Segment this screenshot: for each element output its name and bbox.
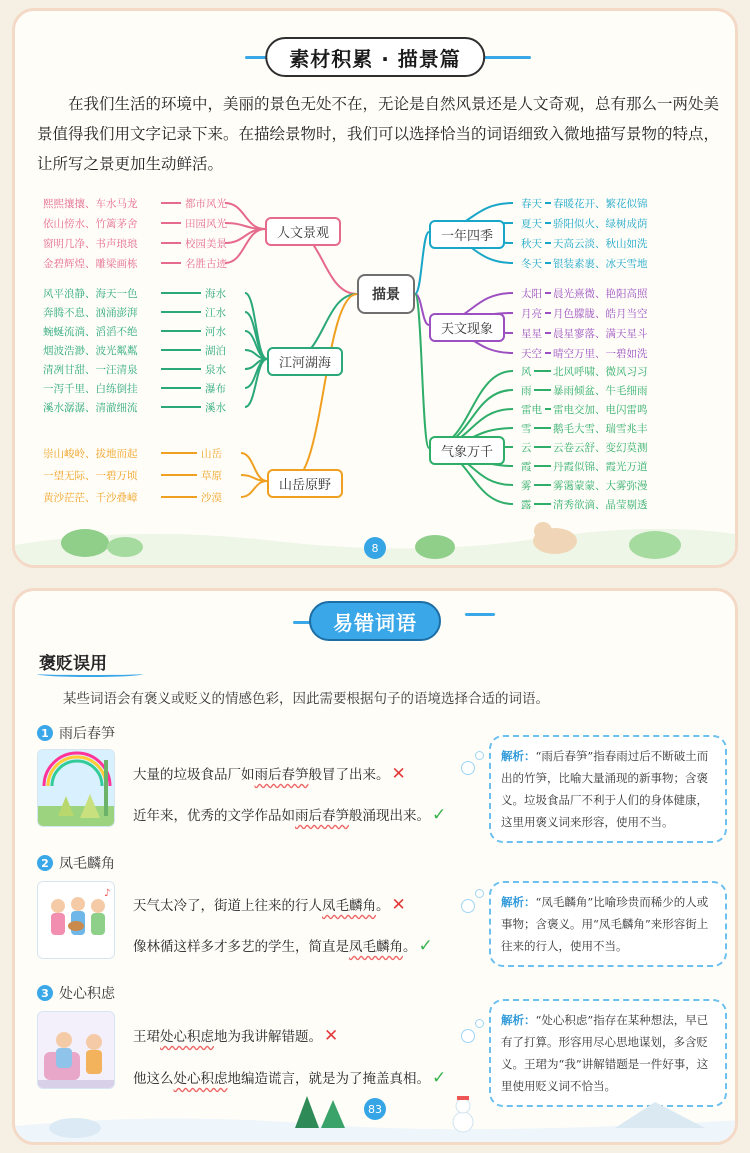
explanation-text: “凤毛麟角”比喻珍贵而稀少的人或事物；含褒义。用“凤毛麟角”来形容街上往来的行人，使用不当。 bbox=[501, 895, 709, 953]
mindmap-leaf-category: 河水 bbox=[205, 326, 226, 338]
mindmap-leaf-category: 霞 bbox=[521, 461, 532, 473]
item-number: 1 bbox=[37, 725, 53, 741]
mindmap-leaf-words: 烟波浩渺、波光粼粼 bbox=[43, 345, 138, 357]
wrong-sentence: 王珺处心积虑地为我讲解错题。 ✕ bbox=[133, 1026, 339, 1046]
mindmap-leaf-words: 依山傍水、竹篱茅舍 bbox=[43, 218, 138, 230]
mindmap-leaf-category: 天空 bbox=[521, 348, 542, 360]
mindmap-leaf-words: 蜿蜒流淌、滔滔不绝 bbox=[43, 326, 138, 338]
section-title: 褒贬误用 bbox=[39, 654, 107, 674]
thought-bubble-dot bbox=[461, 1029, 475, 1043]
mindmap-connector-line bbox=[415, 232, 429, 294]
mindmap-connector-line bbox=[225, 229, 265, 263]
mindmap-leaf-words: 清秀欲滴、晶莹剔透 bbox=[553, 499, 648, 511]
branch-rivers-lakes-seas: 江河湖海 bbox=[267, 347, 343, 376]
mindmap-leaf-words: 黄沙茫茫、千沙叠嶂 bbox=[43, 492, 138, 504]
mindmap-leaf-category: 夏天 bbox=[521, 218, 542, 230]
wrong-sentence: 大量的垃圾食品厂如雨后春笋般冒了出来。 ✕ bbox=[133, 764, 406, 784]
mindmap-leaf-words: 云卷云舒、变幻莫测 bbox=[553, 442, 648, 454]
mindmap-leaf-category: 月亮 bbox=[521, 308, 542, 320]
wrong-sentence: 天气太冷了，街道上往来的行人凤毛麟角。 ✕ bbox=[133, 895, 406, 915]
section-title-underline bbox=[37, 671, 143, 677]
item-term: 凤毛麟角 bbox=[59, 856, 115, 872]
mindmap-leaf-category: 江水 bbox=[205, 307, 226, 319]
highlighted-term: 凤毛麟角 bbox=[322, 898, 376, 914]
mindmap-leaf-words: 丹霞似锦、霞光万道 bbox=[553, 461, 648, 473]
thought-bubble-dot bbox=[475, 1019, 484, 1028]
mindmap-connector-line bbox=[291, 294, 357, 481]
mindmap-leaf-category: 泉水 bbox=[205, 364, 226, 376]
thought-bubble-dot bbox=[475, 751, 484, 760]
mindmap-connector-line bbox=[241, 453, 267, 481]
highlighted-term: 处心积虑 bbox=[160, 1029, 214, 1045]
mindmap-leaf-category: 雷电 bbox=[521, 404, 542, 416]
mindmap-leaf-category: 雾 bbox=[521, 480, 532, 492]
page-title: 素材积累 · 描景篇 bbox=[265, 37, 485, 77]
mindmap-leaf-words: 溪水潺潺、清澈细流 bbox=[43, 402, 138, 414]
item-number: 3 bbox=[37, 985, 53, 1001]
mindmap-leaf-category: 太阳 bbox=[521, 288, 542, 300]
mindmap-leaf-words: 骄阳似火、绿树成荫 bbox=[553, 218, 648, 230]
mindmap-leaf-category: 雨 bbox=[521, 385, 532, 397]
mindmap-connector-line bbox=[241, 475, 267, 481]
page-error-prone-words bbox=[12, 588, 738, 1145]
branch-four-seasons: 一年四季 bbox=[429, 220, 505, 249]
mindmap-leaf-category: 风 bbox=[521, 366, 532, 378]
explanation-label: 解析： bbox=[501, 895, 536, 909]
mindmap-leaf-words: 崇山峻岭、拔地而起 bbox=[43, 448, 138, 460]
mindmap-leaf-category: 云 bbox=[521, 442, 532, 454]
mindmap-connector-line bbox=[245, 350, 267, 359]
item-heading bbox=[37, 853, 115, 873]
mindmap-leaf-words: 风平浪静、海天一色 bbox=[43, 288, 138, 300]
tutoring-illustration bbox=[37, 1011, 115, 1089]
page-number: 8 bbox=[364, 537, 386, 559]
section-intro: 某些词语会有褒义或贬义的情感色彩，因此需要根据句子的语境选择合适的词语。 bbox=[63, 691, 549, 707]
mindmap-leaf-category: 瀑布 bbox=[205, 383, 226, 395]
item-number: 2 bbox=[37, 855, 53, 871]
thought-bubble-dot bbox=[461, 761, 475, 775]
item-term: 处心积虑 bbox=[59, 986, 115, 1002]
mindmap-connector-line bbox=[225, 223, 265, 229]
highlighted-term: 雨后春笋 bbox=[295, 808, 349, 824]
mindmap-leaf-words: 熙熙攘攘、车水马龙 bbox=[43, 198, 138, 210]
highlighted-term: 雨后春笋 bbox=[254, 767, 309, 783]
intro-paragraph: 在我们生活的环境中，美丽的景色无处不在，无论是自然风景还是人文奇观，总有那么一两处美景值得我们用文字记录下来。在描绘景物时，我们可以选择恰当的词语细致入微地描写景物的特点，让所写之景更加生动鲜活。 bbox=[37, 95, 720, 173]
mindmap-leaf-words: 月色朦胧、皓月当空 bbox=[553, 308, 648, 320]
mindmap-leaf-words: 雷电交加、电闪雷鸣 bbox=[553, 404, 648, 416]
correct-sentence: 像林循这样多才多艺的学生，简直是凤毛麟角。 ✓ bbox=[133, 936, 433, 956]
correct-sentence: 近年来，优秀的文学作品如雨后春笋般涌现出来。 ✓ bbox=[133, 805, 447, 825]
thought-bubble-dot bbox=[461, 899, 475, 913]
mindmap-connector-line bbox=[245, 293, 267, 359]
mindmap-leaf-category: 露 bbox=[521, 499, 532, 511]
item-heading bbox=[37, 723, 115, 743]
item-term: 雨后春笋 bbox=[59, 726, 115, 742]
mindmap-leaf-category: 草原 bbox=[201, 470, 222, 482]
mindmap-leaf-words: 一泻千里、白练倒挂 bbox=[43, 383, 138, 395]
mindmap-leaf-category: 田园风光 bbox=[185, 218, 227, 230]
wrong-mark-icon: ✕ bbox=[391, 895, 406, 915]
mindmap-leaf-words: 春暖花开、繁花似锦 bbox=[553, 198, 648, 210]
item-heading bbox=[37, 983, 115, 1003]
mindmap-leaf-category: 沙漠 bbox=[201, 492, 222, 504]
mindmap-leaf-words: 清冽甘甜、一汪清泉 bbox=[43, 364, 138, 376]
mindmap-leaf-category: 星星 bbox=[521, 328, 542, 340]
mindmap-leaf-words: 晨光熹微、艳阳高照 bbox=[553, 288, 648, 300]
mindmap-connector-line bbox=[245, 312, 267, 359]
mindmap-leaf-words: 奔腾不息、汹涌澎湃 bbox=[43, 307, 138, 319]
explanation-text: “雨后春笋”指春雨过后不断破土而出的竹笋，比喻大量涌现的新事物；含褒义。垃圾食品厂不利于人们的身体健康，这里用褒义词来形容，使用不当。 bbox=[501, 749, 709, 829]
correct-sentence: 他这么处心积虑地编造谎言，就是为了掩盖真相。 ✓ bbox=[133, 1068, 447, 1088]
mindmap-leaf-words: 窗明几净、书声琅琅 bbox=[43, 238, 138, 250]
mindmap-leaf-category: 名胜古迹 bbox=[185, 258, 227, 270]
explanation-box bbox=[489, 881, 727, 967]
svg-text:♪: ♪ bbox=[104, 888, 111, 899]
mindmap-leaf-words: 金碧辉煌、雕梁画栋 bbox=[43, 258, 138, 270]
check-mark-icon: ✓ bbox=[432, 805, 447, 825]
mindmap-leaf-words: 晨星寥落、满天星斗 bbox=[553, 328, 648, 340]
check-mark-icon: ✓ bbox=[418, 936, 433, 956]
children-music-illustration bbox=[37, 881, 115, 959]
mindmap-leaf-category: 湖泊 bbox=[205, 345, 226, 357]
mindmap-leaf-category: 都市风光 bbox=[185, 198, 227, 210]
mindmap-center: 描景 bbox=[357, 274, 415, 314]
mindmap-leaf-words: 天高云淡、秋山如洗 bbox=[553, 238, 648, 250]
branch-astronomy: 天文现象 bbox=[429, 313, 505, 342]
explanation-box bbox=[489, 735, 727, 843]
mindmap-leaf-category: 海水 bbox=[205, 288, 226, 300]
mindmap-leaf-category: 山岳 bbox=[201, 448, 222, 460]
mindmap-leaf-words: 一望无际、一碧万顷 bbox=[43, 470, 138, 482]
highlighted-term: 凤毛麟角 bbox=[349, 939, 403, 955]
bamboo-shoots-illustration bbox=[37, 749, 115, 827]
page-title: 易错词语 bbox=[309, 601, 441, 641]
mindmap-leaf-category: 冬天 bbox=[521, 258, 542, 270]
mindmap-leaf-category: 校园美景 bbox=[185, 238, 227, 250]
wrong-mark-icon: ✕ bbox=[391, 764, 406, 784]
explanation-label: 解析： bbox=[501, 749, 536, 763]
mindmap-leaf-category: 雪 bbox=[521, 423, 532, 435]
branch-weather: 气象万千 bbox=[429, 436, 505, 465]
mindmap-leaf-category: 秋天 bbox=[521, 238, 542, 250]
mindmap-leaf-words: 雾霭蒙蒙、大雾弥漫 bbox=[553, 480, 648, 492]
thought-bubble-dot bbox=[475, 889, 484, 898]
title-decoration-right bbox=[465, 613, 495, 616]
mindmap-leaf-category: 春天 bbox=[521, 198, 542, 210]
mindmap-connector-line bbox=[241, 481, 267, 497]
mindmap-leaf-words: 北风呼啸、微风习习 bbox=[553, 366, 648, 378]
mindmap-leaf-words: 银装素裹、冰天雪地 bbox=[553, 258, 648, 270]
highlighted-term: 处心积虑 bbox=[173, 1071, 228, 1087]
mindmap-leaf-words: 晴空万里、一碧如洗 bbox=[553, 348, 648, 360]
mindmap-leaf-words: 暴雨倾盆、牛毛细雨 bbox=[553, 385, 648, 397]
wrong-mark-icon: ✕ bbox=[324, 1026, 339, 1046]
branch-humanities-scenery: 人文景观 bbox=[265, 217, 341, 246]
explanation-label: 解析： bbox=[501, 1013, 536, 1027]
page-scenery-accumulation bbox=[12, 8, 738, 568]
page-number: 83 bbox=[364, 1098, 386, 1120]
mindmap-leaf-category: 溪水 bbox=[205, 402, 226, 414]
branch-mountains-plains: 山岳原野 bbox=[267, 469, 343, 498]
mindmap-connector-line bbox=[245, 359, 267, 407]
mindmap-connector-line bbox=[415, 294, 429, 448]
explanation-text: “处心积虑”指存在某种想法，早已有了打算。形容用尽心思地谋划，多含贬义。王珺为“我”讲解错题是一件好事，这里使用贬义词不恰当。 bbox=[501, 1013, 709, 1093]
mindmap-leaf-words: 鹅毛大雪、瑞雪兆丰 bbox=[553, 423, 648, 435]
check-mark-icon: ✓ bbox=[432, 1068, 447, 1088]
